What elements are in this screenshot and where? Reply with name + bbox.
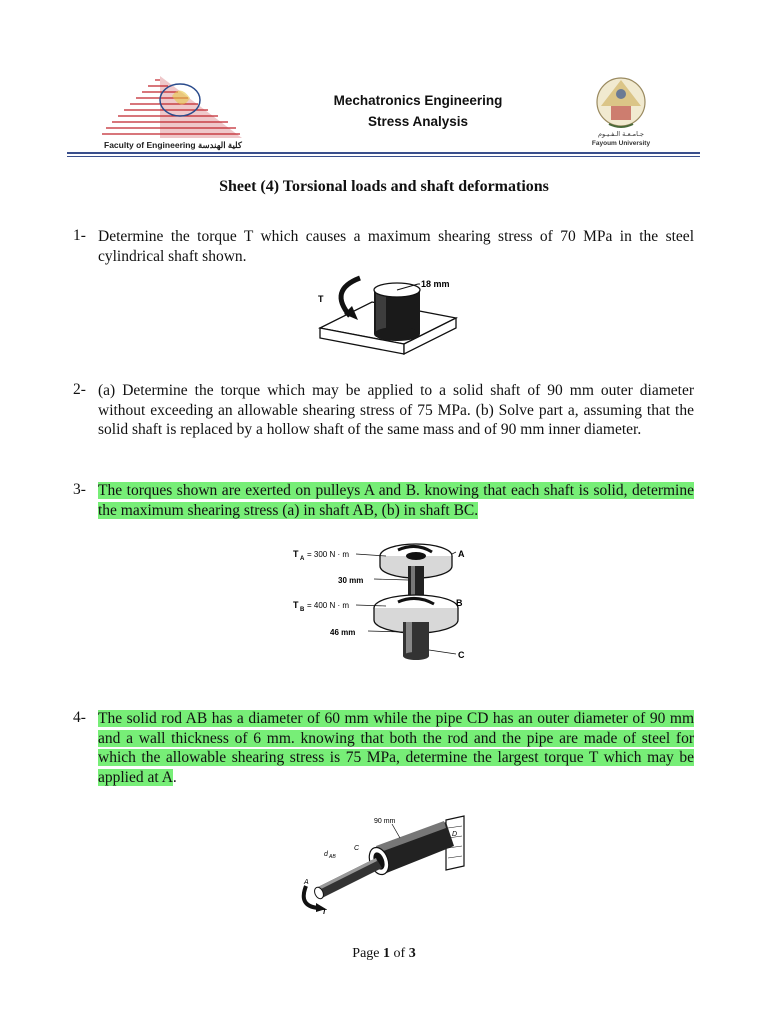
question-number: 3- (73, 481, 86, 498)
university-emblem (589, 72, 653, 134)
point-a-label: A (304, 879, 309, 886)
current-page: 1 (383, 946, 391, 961)
question-text (98, 481, 694, 520)
point-c-label: C (354, 845, 360, 852)
torque-label: T (318, 294, 324, 304)
header-subject: Stress Analysis (367, 114, 469, 129)
footer-middle: of (390, 946, 409, 961)
question-4-text: The solid rod AB has a diameter of 60 mm while the pipe CD has an outer diameter of 90 mm and a wall thickness of 6 mm. knowing that both the rod and the pipe are made of steel for which the allowable shearing stress is 75 MPa, determine the largest torque T which may be applied at A (98, 710, 694, 786)
question-text (98, 381, 694, 440)
university-name-ar: جـامـعـة الـفـيـوم (597, 130, 644, 138)
diameter-ab-label: 30 mm (338, 576, 364, 585)
figure-rod-pipe (296, 808, 472, 914)
point-d-label: D (452, 831, 458, 838)
university-name-en: Fayoum University (591, 140, 651, 147)
question-1-text: Determine the torque T which causes a maximum shearing stress of 70 MPa in the steel cylindrical shaft shown. (98, 228, 694, 265)
question-text (98, 227, 694, 266)
university-logo (589, 72, 653, 150)
rod-diameter-subscript: AB (329, 854, 336, 860)
torque-a-subscript: A (300, 556, 305, 562)
footer-prefix: Page (352, 946, 384, 961)
question-4-period: . (172, 768, 177, 786)
header-rule-thin (67, 156, 700, 157)
torque-label: T (322, 909, 327, 914)
diameter-bc-label: 46 mm (330, 628, 356, 637)
sheet-title: Sheet (4) Torsional loads and shaft deformations (219, 178, 549, 195)
question-2-text: (a) Determine the torque which may be applied to a solid shaft of 90 mm outer diameter without exceeding an allowable shearing stress of 75 MPa. (b) Solve part a, assuming that the solid shaft is replaced by a hollow shaft of the same mass and of 90 mm inner diameter. (98, 382, 694, 438)
torque-b-value: = 400 N · m (307, 601, 350, 610)
figure-shaft-1 (308, 272, 468, 358)
faculty-logo-caption: Faculty of Engineering كلية الهندسة (104, 140, 242, 150)
torque-a-value: = 300 N · m (307, 550, 350, 559)
torque-b-subscript: B (300, 607, 305, 613)
page-footer (0, 946, 768, 962)
point-c-label: C (458, 650, 465, 660)
figure-pulleys (290, 536, 490, 670)
question-3-text: The torques shown are exerted on pulleys A and B. knowing that each shaft is solid, determine the maximum shearing stress (a) in shaft AB, (b) in shaft BC. (98, 482, 694, 519)
torque-b-label: T (293, 600, 299, 610)
pulley-b-label: B (456, 598, 463, 608)
question-text (98, 709, 694, 787)
question-number: 2- (73, 381, 86, 398)
dimension-label: 18 mm (421, 279, 450, 289)
header-course: Mechatronics Engineering (333, 93, 503, 108)
total-pages: 3 (408, 946, 416, 961)
pipe-diameter-label: 90 mm (374, 818, 396, 825)
torque-a-label: T (293, 549, 299, 559)
question-number: 1- (73, 227, 86, 244)
question-number: 4- (73, 709, 86, 726)
pulley-a-label: A (458, 549, 465, 559)
header-rule (67, 152, 700, 154)
rod-diameter-label: d (324, 851, 328, 858)
